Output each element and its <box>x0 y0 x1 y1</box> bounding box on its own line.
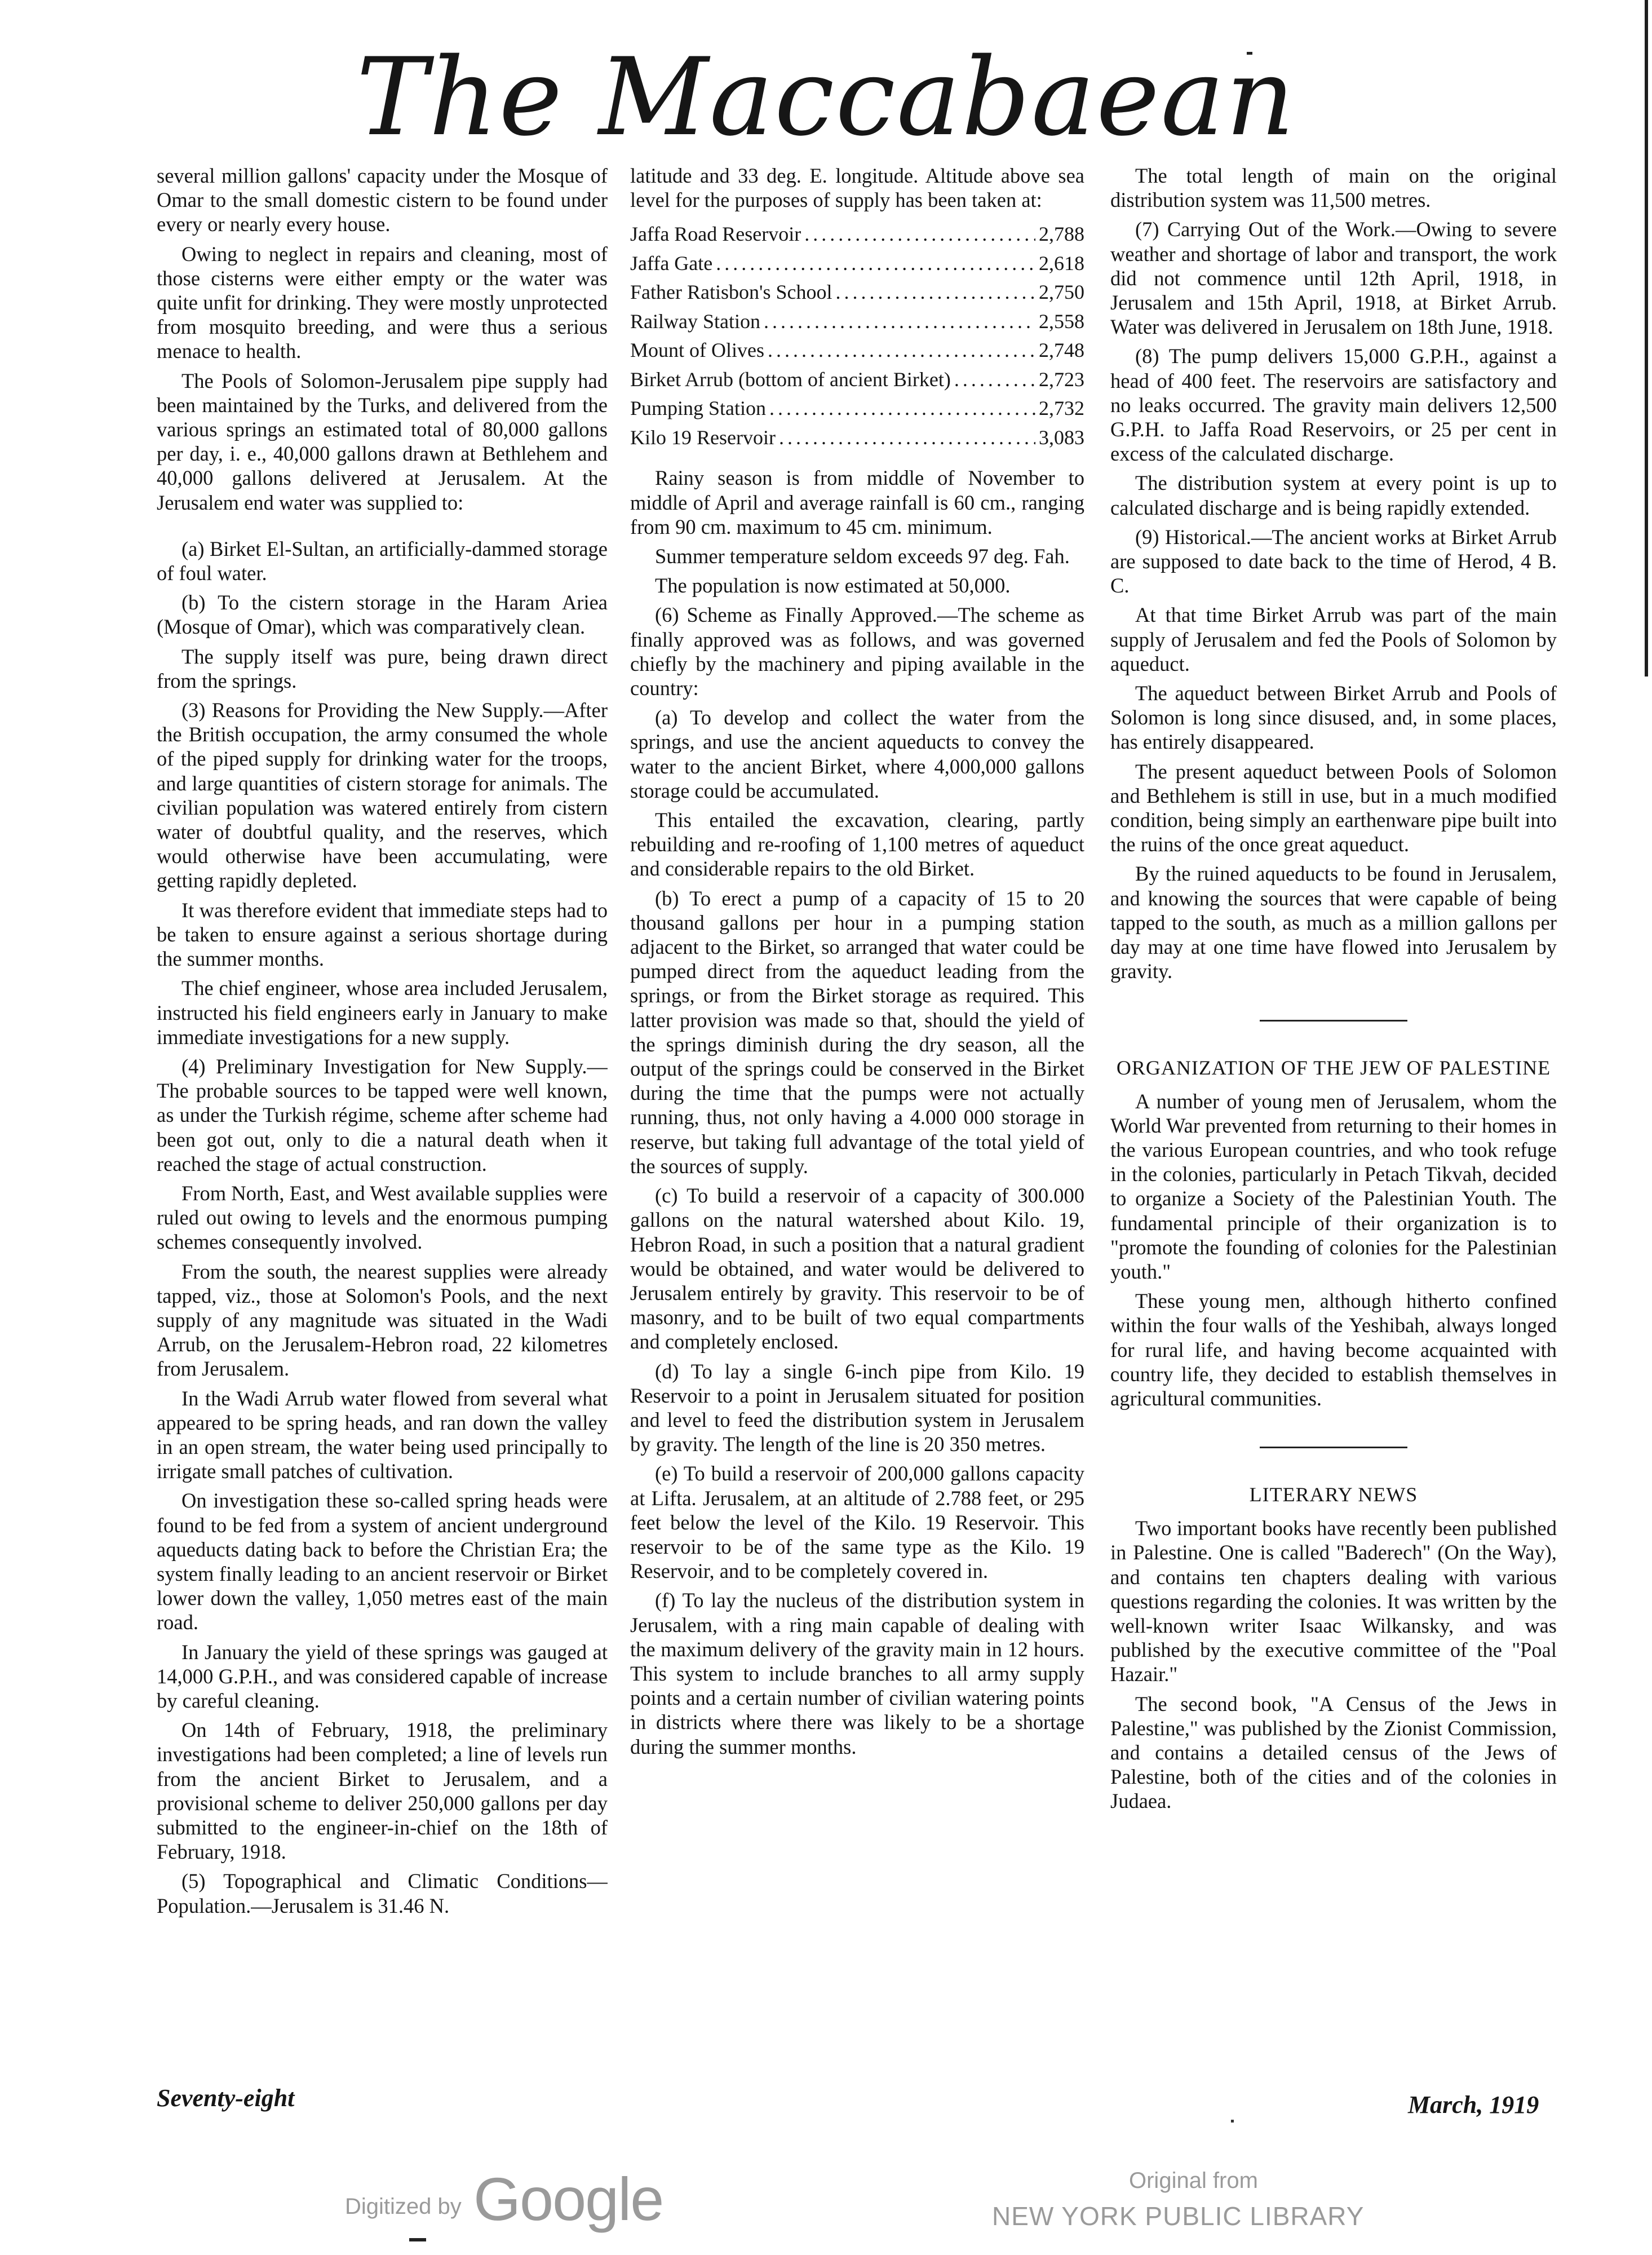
digitized-label: Digitized by <box>345 2194 462 2219</box>
table-row <box>630 423 1084 453</box>
column-middle <box>630 163 1084 2075</box>
paragraph: At that time Birket Arrub was part of the main supply of Jerusalem and fed the Pools of Solomon by aqueduct. <box>1110 603 1557 675</box>
paragraph: (5) Topographical and Climatic Conditions—Population.—Jerusalem is 31.46 N. <box>157 1869 608 1917</box>
masthead-title: The Maccabaean <box>356 35 1296 160</box>
paragraph: The present aqueduct between Pools of Solomon and Bethlehem is still in use, but in a much modified condition, being simply an earthenware pipe built into the ruins of the once great aqueduct. <box>1110 759 1557 856</box>
table-cell-value: 2,750 <box>1039 281 1084 304</box>
section-divider <box>1260 1020 1407 1022</box>
section-divider <box>1260 1447 1407 1448</box>
paragraph: These young men, although hitherto confined within the four walls of the Yeshibah, always longed for rural life, and having become acquainted with country life, they decided to establish themselves in agricultural communities. <box>1110 1289 1557 1410</box>
column-right <box>1110 163 1557 2075</box>
library-label: NEW YORK PUBLIC LIBRARY <box>992 2201 1365 2231</box>
table-cell-name: Pumping Station <box>630 397 767 420</box>
paragraph: On 14th of February, 1918, the preliminary investigations had been completed; a line of levels run from the ancient Birket to Jerusalem, and a provisional scheme to deliver 250,000 gallons per day submitted to the engineer-in-chief on the 18th of February, 1918. <box>157 1718 608 1864</box>
table-cell-value: 2,788 <box>1039 223 1084 246</box>
paragraph: (a) To develop and collect the water from the springs, and use the ancient aqueducts to convey the water to the ancient Birket, where 4,000,000 gallons storage could be accumulated. <box>630 706 1084 802</box>
paragraph: A number of young men of Jerusalem, whom the World War prevented from returning to their homes in the various European countries, and who took refuge in the colonies, particularly in Petach Tikvah, decided to organize a Society of the Palestinian Youth. The fundamental principle of their organization is to "promote the founding of colonies for the Palestinian youth." <box>1110 1089 1557 1283</box>
paragraph: (7) Carrying Out of the Work.—Owing to severe weather and shortage of labor and transport, the work did not commence until 12th April, 1918, in Jerusalem and 15th April, 1918, at Birket Arrub. Water was delivered in Jerusalem on 18th June, 1918. <box>1110 218 1557 339</box>
print-speck <box>1231 2120 1234 2123</box>
paragraph: The population is now estimated at 50,000. <box>655 574 1011 598</box>
table-row <box>630 336 1084 365</box>
spacer <box>157 520 608 537</box>
leader-dots <box>779 423 1035 453</box>
digitized-by-watermark <box>345 2164 663 2233</box>
paragraph: Two important books have recently been published in Palestine. One is called "Baderech" (On the Way), and contains ten chapters dealing with various questions regarding the colonies. It was written by the well-known writer Isaac Wilkansky, and was published by the executive committee of the "Poal Hazair." <box>1110 1516 1557 1686</box>
paragraph: Summer temperature seldom exceeds 97 deg. Fah. <box>655 545 1070 568</box>
table-row <box>630 249 1084 278</box>
leader-dots <box>716 249 1035 278</box>
table-cell-name: Railway Station <box>630 309 760 333</box>
table-row <box>630 394 1084 423</box>
original-from-label: Original from <box>1129 2168 1258 2193</box>
table-cell-name: Jaffa Road Reservoir <box>630 223 801 246</box>
paragraph: The Pools of Solomon-Jerusalem pipe supply had been maintained by the Turks, and delivered from the various springs an estimated total of 80,000 gallons per day, i. e., 40,000 gallons drawn at Bethlehem and 40,000 gallons delivered at Jerusalem. At the Jerusalem end water was supplied to: <box>157 369 608 514</box>
section-heading-organization: ORGANIZATION OF THE JEW OF PALESTINE <box>1116 1056 1551 1079</box>
paragraph: (b) To the cistern storage in the Haram Ariea (Mosque of Omar), which was comparatively clean. <box>157 591 608 639</box>
paragraph: (9) Historical.—The ancient works at Birket Arrub are supposed to date back to the time of Herod, 4 B. C. <box>1110 525 1557 598</box>
paragraph: latitude and 33 deg. E. longitude. Altitude above sea level for the purposes of supply has been taken at: <box>630 164 1084 212</box>
paragraph: (6) Scheme as Finally Approved.—The scheme as finally approved was as follows, and was governed chiefly by the machinery and piping available in the country: <box>630 603 1084 700</box>
paragraph: (8) The pump delivers 15,000 G.P.H., against a head of 400 feet. The reservoirs are satisfactory and no leaks occurred. The gravity main delivers 12,500 G.P.H. to Jaffa Road Reservoirs, or 25 per cent in excess of the calculated discharge. <box>1110 344 1557 466</box>
paragraph: (b) To erect a pump of a capacity of 15 to 20 thousand gallons per hour in a pumping station adjacent to the Birket, so arranged that water could be pumped direct from the aqueduct leading from the springs, or from the Birket storage as required. This latter provision was made so that, should the yield of the springs diminish during the dry season, all the output of the springs could be conserved in the Birket during the time that the pumps were not actually running, thus, not only having a 4.000 000 storage in reserve, but taking full advantage of the total yield of the sources of supply. <box>630 886 1084 1178</box>
table-cell-value: 3,083 <box>1039 426 1084 449</box>
paragraph: several million gallons' capacity under the Mosque of Omar to the small domestic cistern to be found under every or nearly every house. <box>157 164 608 236</box>
table-cell-name: Father Ratisbon's School <box>630 281 832 304</box>
leader-dots <box>804 220 1035 249</box>
paragraph: (f) To lay the nucleus of the distribution system in Jerusalem, with a ring main capable of dealing with the maximum delivery of the gravity main in 12 hours. This system to include branches to all army supply points and a certain number of civilian watering points in districts where there was likely to be a shortage during the summer months. <box>630 1589 1084 1758</box>
section-heading-literary-news: LITERARY NEWS <box>1249 1483 1418 1506</box>
paragraph: Owing to neglect in repairs and cleaning, most of those cisterns were either empty or the water was quite unfit for drinking. They were mostly unprotected from mosquito breeding, and were thus a serious menace to health. <box>157 242 608 363</box>
paragraph: The second book, "A Census of the Jews in Palestine," was published by the Zionist Commission, and contains a detailed census of the Jews of Palestine, both of the cities and of the colonies in Judaea. <box>1110 1692 1557 1813</box>
paragraph: (d) To lay a single 6-inch pipe from Kilo. 19 Reservoir to a point in Jerusalem situated for position and level to feed the distribution system in Jerusalem by gravity. The length of the line is 20 350 metres. <box>630 1359 1084 1456</box>
paragraph: This entailed the excavation, clearing, partly rebuilding and re-roofing of 1,100 metres of aqueduct and considerable repairs to the old Birket. <box>630 808 1084 881</box>
paragraph: (3) Reasons for Providing the New Supply.—After the British occupation, the army consumed the whole of the piped supply for drinking water for the troops, and large quantities of cistern storage for animals. The civilian population was watered entirely from cistern water of doubtful quality, and the reserves, which would otherwise have been accumulating, were getting rapidly depleted. <box>157 698 608 892</box>
paragraph: By the ruined aqueducts to be found in Jerusalem, and knowing the sources that were capable of being tapped to the south, as much as a million gallons per day may at one time have flowed into Jerusalem by gravity. <box>1110 862 1557 983</box>
leader-dots <box>764 307 1035 337</box>
column-left <box>157 163 608 2075</box>
paragraph: (e) To build a reservoir of 200,000 gallons capacity at Lifta. Jerusalem, at an altitude of 2.788 feet, or 295 feet below the level of the Kilo. 19 Reservoir. This reservoir to be of the same type as the Kilo. 19 Reservoir, and to be completely covered in. <box>630 1462 1084 1583</box>
leader-dots <box>835 278 1035 307</box>
paragraph: The distribution system at every point is up to calculated discharge and is being rapidly extended. <box>1110 471 1557 519</box>
paragraph: In the Wadi Arrub water flowed from several what appeared to be spring heads, and ran down the valley in an open stream, the water being used principally to irrigate small patches of cultivation. <box>157 1386 608 1483</box>
table-cell-name: Kilo 19 Reservoir <box>630 426 776 449</box>
paragraph: From the south, the nearest supplies were already tapped, viz., those at Solomon's Pools, and the next supply of any magnitude was situated in the Wadi Arrub, on the Jerusalem-Hebron road, 22 kilometres from Jerusalem. <box>157 1259 608 1381</box>
table-row <box>630 365 1084 395</box>
paragraph: The supply itself was pure, being drawn direct from the springs. <box>157 644 608 692</box>
google-logo: Google <box>473 2165 663 2233</box>
paragraph: In January the yield of these springs was gauged at 14,000 G.P.H., and was considered capable of increase by careful cleaning. <box>157 1640 608 1712</box>
paragraph: (a) Birket El-Sultan, an artificially-dammed storage of foul water. <box>157 537 608 585</box>
paragraph: (4) Preliminary Investigation for New Supply.—The probable sources to be tapped were well known, as under the Turkish régime, scheme after scheme had been got out, only to die a natural death when it reached the stage of actual construction. <box>157 1054 608 1175</box>
table-cell-value: 2,558 <box>1039 309 1084 333</box>
table-row <box>630 307 1084 337</box>
print-speck <box>409 2238 426 2241</box>
table-cell-value: 2,723 <box>1039 368 1084 391</box>
leader-dots <box>769 394 1035 423</box>
table-row <box>630 220 1084 249</box>
paragraph: Rainy season is from middle of November to middle of April and average rainfall is 60 cm., ranging from 90 cm. maximum to 45 cm. minimum. <box>630 466 1084 538</box>
leader-dots <box>768 336 1035 365</box>
paragraph: The chief engineer, whose area included Jerusalem, instructed his field engineers early in January to make immediate investigations for a new supply. <box>157 976 608 1049</box>
altitude-table <box>630 220 1084 452</box>
paragraph: The total length of main on the original distribution system was 11,500 metres. <box>1110 164 1557 212</box>
page-number: Seventy-eight <box>157 2084 295 2112</box>
paragraph: The aqueduct between Birket Arrub and Pools of Solomon is long since disused, and, in some places, has entirely disappeared. <box>1110 682 1557 754</box>
paragraph: From North, East, and West available supplies were ruled out owing to levels and the enormous pumping schemes consequently involved. <box>157 1181 608 1254</box>
table-cell-value: 2,618 <box>1039 251 1084 275</box>
paragraph: On investigation these so-called spring heads were found to be fed from a system of ancient underground aqueducts dating back to before the Christian Era; the system finally leading to an ancient reservoir or Birket lower down the valley, 1,050 metres east of the main road. <box>157 1489 608 1634</box>
table-cell-name: Jaffa Gate <box>630 251 713 275</box>
table-row <box>630 278 1084 307</box>
table-cell-value: 2,748 <box>1039 339 1084 362</box>
paragraph: (c) To build a reservoir of a capacity of 300.000 gallons on the natural watershed about Kilo. 19, Hebron Road, in such a position that a natural gradient would be obtained, and water would be delivered to Jerusalem entirely by gravity. This reservoir to be of masonry, and to be built of two equal compartments and completely enclosed. <box>630 1184 1084 1354</box>
leader-dots <box>954 365 1035 395</box>
table-cell-value: 2,732 <box>1039 397 1084 420</box>
issue-date: March, 1919 <box>1408 2091 1539 2119</box>
paragraph: It was therefore evident that immediate steps had to be taken to ensure against a serious shortage during the summer months. <box>157 898 608 971</box>
table-cell-name: Birket Arrub (bottom of ancient Birket) <box>630 368 951 391</box>
table-cell-name: Mount of Olives <box>630 339 764 362</box>
